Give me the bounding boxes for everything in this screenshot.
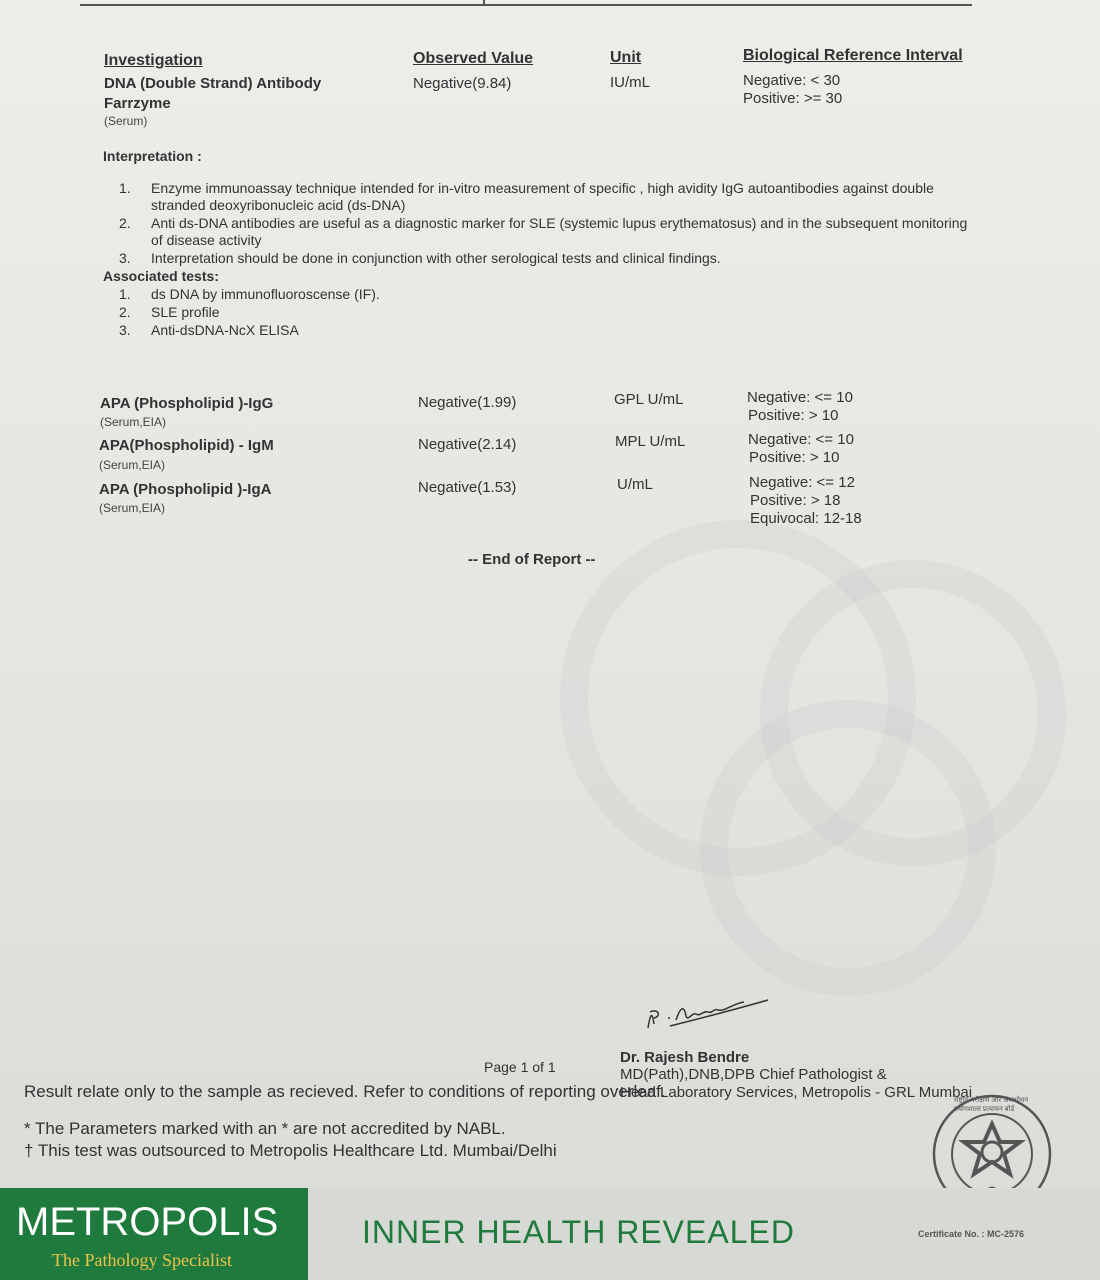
outsourced-note: † This test was outsourced to Metropolis Healthcare Ltd. Mumbai/Delhi <box>24 1141 557 1160</box>
associated-test-text: ds DNA by immunofluoroscense (IF). <box>151 286 380 302</box>
apa-iga-unit: U/mL <box>617 476 653 493</box>
apa-iga-ref: Negative: <= 12 <box>749 474 855 491</box>
seal-text: राष्ट्रीय परीक्षण और अंशशोधन प्रयोगशाला प्रत्यायन बोर्ड <box>954 1097 1029 1113</box>
apa-igm-ref: Positive: > 10 <box>749 449 840 466</box>
top-rule <box>80 4 972 6</box>
apa-igm-sample: (Serum,EIA) <box>99 458 166 472</box>
dna-test-unit: IU/mL <box>610 74 651 91</box>
interpretation-item-number: 2. <box>119 215 131 231</box>
doctor-qualification: MD(Path),DNB,DPB Chief Pathologist & <box>620 1066 887 1083</box>
apa-igm-value: Negative(2.14) <box>418 436 517 453</box>
apa-igm-name: APA(Phospholipid) - IgM <box>99 437 274 454</box>
apa-igg-name: APA (Phospholipid )-IgG <box>100 395 274 412</box>
apa-igg-sample: (Serum,EIA) <box>100 415 167 429</box>
associated-tests-title: Associated tests: <box>103 268 219 284</box>
result-disclaimer: Result relate only to the sample as recieved. Refer to conditions of reporting overleaf. <box>24 1082 666 1101</box>
associated-test-number: 1. <box>119 286 131 302</box>
interpretation-item-text: Anti ds-DNA antibodies are useful as a diagnostic marker for SLE (systemic lupus erythematosus) and in the subsequent monitoring of disease activity <box>151 215 968 248</box>
associated-test-number: 3. <box>119 322 131 338</box>
interpretation-item-number: 1. <box>119 180 131 196</box>
certificate-number: Certificate No. : MC-2576 <box>918 1229 1025 1239</box>
interpretation-title: Interpretation : <box>103 148 202 164</box>
apa-igm-unit: MPL U/mL <box>615 433 686 450</box>
header-unit: Unit <box>610 49 642 66</box>
interpretation-item-number: 3. <box>119 250 131 266</box>
dna-test-ref-negative: Negative: < 30 <box>743 72 841 89</box>
header-observed-value: Observed Value <box>413 50 534 67</box>
dna-test-ref-positive: Positive: >= 30 <box>743 90 843 107</box>
apa-igm-ref: Negative: <= 10 <box>748 431 854 448</box>
logo-text: METROPOLIS <box>16 1200 279 1244</box>
apa-iga-ref: Positive: > 18 <box>750 492 841 509</box>
apa-igg-unit: GPL U/mL <box>614 391 684 408</box>
tagline: INNER HEALTH REVEALED <box>362 1214 795 1250</box>
dna-test-method: Farrzyme <box>104 95 171 112</box>
header-reference-interval: Biological Reference Interval <box>743 47 963 64</box>
associated-test-text: Anti-dsDNA-NcX ELISA <box>151 322 299 338</box>
apa-iga-sample: (Serum,EIA) <box>99 501 166 515</box>
apa-iga-ref: Equivocal: 12-18 <box>750 510 862 527</box>
doctor-name: Dr. Rajesh Bendre <box>620 1049 750 1066</box>
associated-test-text: SLE profile <box>151 304 220 320</box>
page-number: Page 1 of 1 <box>484 1059 556 1075</box>
apa-igg-ref: Positive: > 10 <box>748 407 839 424</box>
apa-igg-value: Negative(1.99) <box>418 394 517 411</box>
interpretation-item-text: Interpretation should be done in conjunction with other serological tests and clinical findings. <box>151 250 721 266</box>
nabl-note: * The Parameters marked with an * are not accredited by NABL. <box>24 1119 506 1138</box>
header-investigation: Investigation <box>104 52 203 69</box>
end-of-report: -- End of Report -- <box>468 551 596 568</box>
top-rule-tick <box>483 0 485 6</box>
doctor-designation: Head Laboratory Services, Metropolis - GRL Mumbai <box>620 1084 973 1101</box>
dna-test-name: DNA (Double Strand) Antibody <box>104 75 322 92</box>
signature-image <box>640 990 780 1035</box>
dna-test-sample: (Serum) <box>104 114 148 128</box>
logo-subtitle: The Pathology Specialist <box>52 1250 232 1270</box>
apa-iga-value: Negative(1.53) <box>418 479 517 496</box>
apa-iga-name: APA (Phospholipid )-IgA <box>99 481 272 498</box>
watermark-ring <box>700 700 996 996</box>
dna-test-value: Negative(9.84) <box>413 75 512 92</box>
associated-test-number: 2. <box>119 304 131 320</box>
interpretation-item-text: Enzyme immunoassay technique intended for in-vitro measurement of specific , high avidity IgG autoantibodies against double stranded deoxyribonucleic acid (ds-DNA) <box>151 180 934 213</box>
apa-igg-ref: Negative: <= 10 <box>747 389 853 406</box>
